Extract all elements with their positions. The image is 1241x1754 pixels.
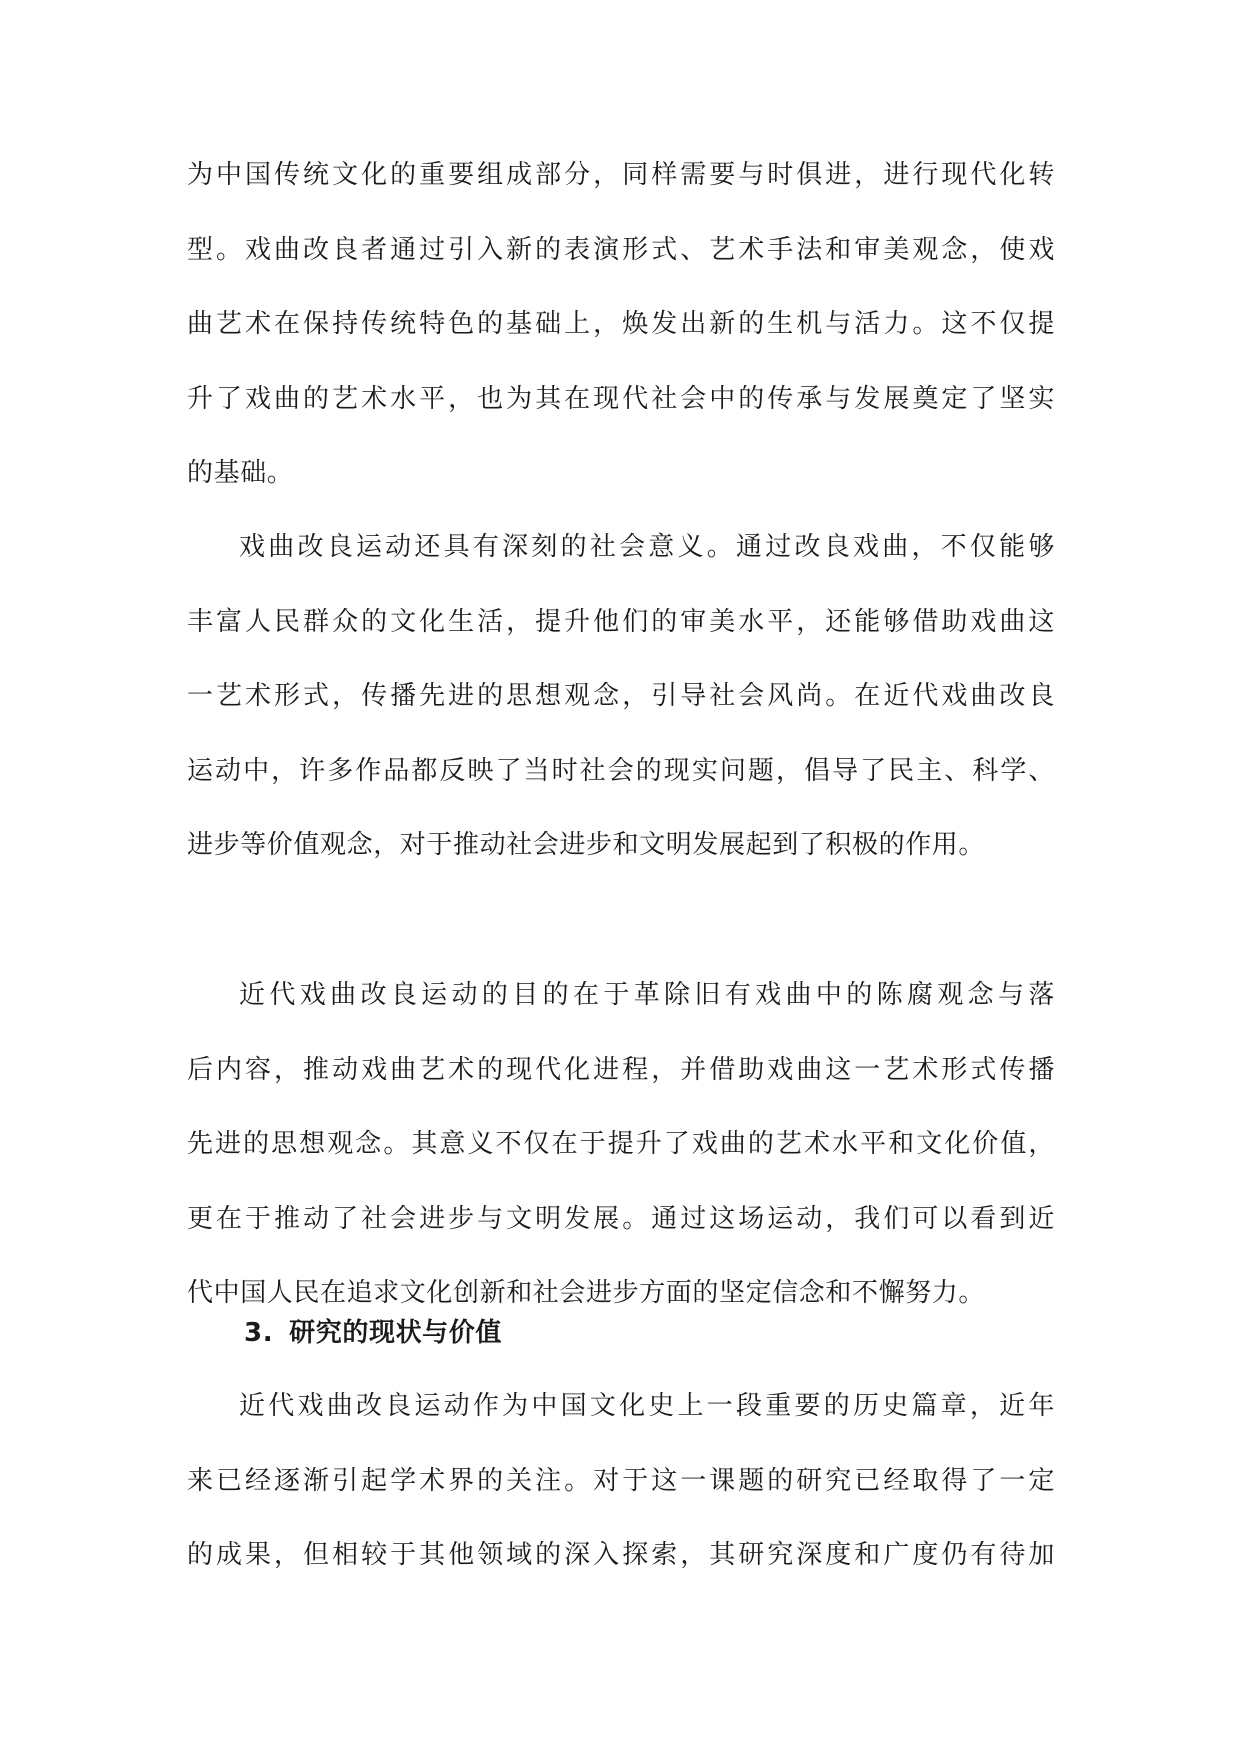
text-line: 一艺术形式，传播先进的思想观念，引导社会风尚。在近代戏曲改良	[187, 681, 1055, 712]
text-line: 为中国传统文化的重要组成部分，同样需要与时俱进，进行现代化转	[187, 160, 1055, 190]
section-number: 3.	[244, 1318, 274, 1348]
text-line: 升了戏曲的艺术水平，也为其在现代社会中的传承与发展奠定了坚实	[187, 383, 1055, 414]
text-line: 戏曲改良运动还具有深刻的社会意义。通过改良戏曲，不仅能够	[239, 532, 1055, 562]
text-line: 来已经逐渐引起学术界的关注。对于这一课题的研究已经取得了一定	[187, 1465, 1055, 1496]
section-heading	[244, 1303, 502, 1363]
text-line: 的成果，但相较于其他领域的深入探索，其研究深度和广度仍有待加	[187, 1540, 1055, 1571]
text-line: 型。戏曲改良者通过引入新的表演形式、艺术手法和审美观念，使戏	[187, 234, 1055, 265]
section-title: 研究的现状与价值	[289, 1318, 502, 1348]
text-line: 丰富人民群众的文化生活，提升他们的审美水平，还能够借助戏曲这	[187, 606, 1055, 637]
text-line: 先进的思想观念。其意义不仅在于提升了戏曲的艺术水平和文化价值，	[187, 1129, 1055, 1160]
text-line: 代中国人民在追求文化创新和社会进步方面的坚定信念和不懈努力。	[187, 1278, 986, 1309]
paragraph-continued	[187, 138, 1055, 511]
paragraph-research-status	[187, 1369, 1055, 1593]
text-line: 更在于推动了社会进步与文明发展。通过这场运动，我们可以看到近	[187, 1203, 1055, 1234]
text-line: 进步等价值观念，对于推动社会进步和文明发展起到了积极的作用。	[187, 830, 986, 861]
paragraph-social-significance	[187, 510, 1055, 883]
text-line: 近代戏曲改良运动作为中国文化史上一段重要的历史篇章，近年	[239, 1391, 1055, 1421]
paragraph-purpose	[187, 958, 1055, 1331]
text-line: 曲艺术在保持传统特色的基础上，焕发出新的生机与活力。这不仅提	[187, 309, 1055, 340]
text-line: 后内容，推动戏曲艺术的现代化进程，并借助戏曲这一艺术形式传播	[187, 1054, 1055, 1085]
text-line: 近代戏曲改良运动的目的在于革除旧有戏曲中的陈腐观念与落	[239, 980, 1055, 1010]
text-line: 运动中，许多作品都反映了当时社会的现实问题，倡导了民主、科学、	[187, 755, 1055, 786]
text-line: 的基础。	[187, 458, 294, 489]
